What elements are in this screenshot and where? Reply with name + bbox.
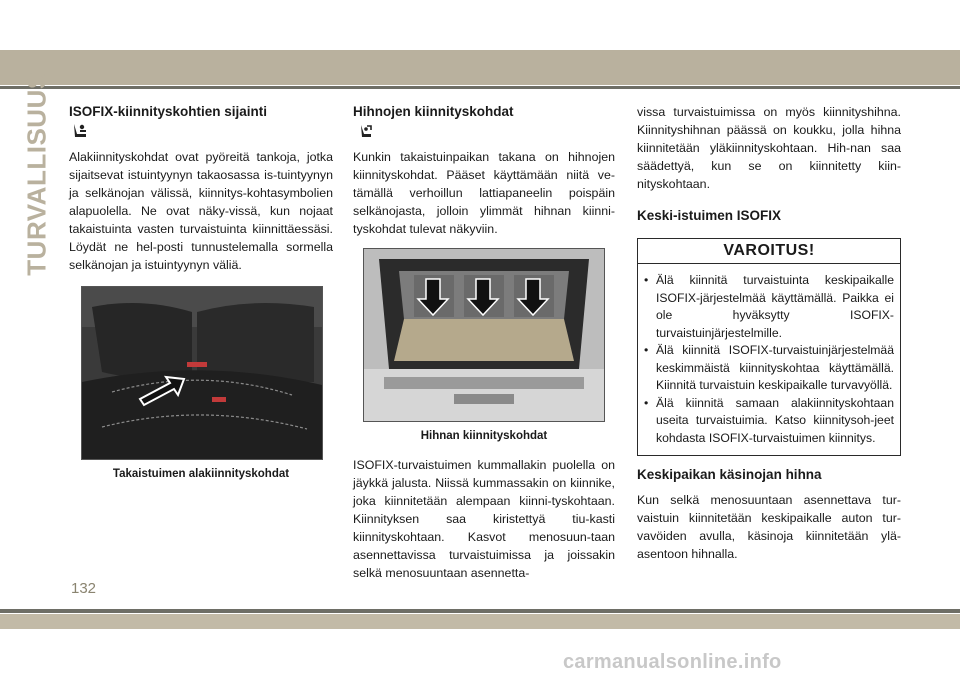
warning-box: [637, 238, 901, 456]
rear-seat-photo-caption: Takaistuimen alakiinnityskohdat: [112, 468, 290, 480]
tether-anchors-paragraph: Kunkin takaistuinpaikan takana on hihnojen kiinnityskohdat. Pääset käyttämään niitä ve-tämällä verhoillun lattiapaneelin poispäin selkänojasta, jolloin ylimmät hihnan kiinni-tyskohdat tulevat näkyviin.: [353, 150, 615, 236]
isofix-location-heading: ISOFIX-kiinnityskohtien sijainti: [69, 104, 268, 119]
tether-anchors-heading: Hihnojen kiinnityskohdat: [353, 104, 514, 119]
header-rule: [0, 86, 960, 89]
cargo-area-photo-icon: [364, 249, 604, 421]
tether-continued-paragraph: vissa turvaistuimissa on myös kiinnityshihna. Kiinnityshihnan päässä on koukku, jolla hihna kiinnitetään yläkiinnityskohtaan. Hih-nan saa säädettyä, kun se on kiinnitetty kiin-nityskohtaan.: [637, 105, 901, 191]
footer-band: [0, 614, 960, 629]
bullet-icon: •: [644, 273, 649, 287]
isofix-base-paragraph: ISOFIX-turvaistuimen kummallakin puolella on jäykkä jalusta. Niissä kummassakin on kiinnike, joka kiinnitetään alempaan kiinni-tyskohtaan. Kiinnityksen saa kiristettyä tiu-kasti kiinnityskohtaan. Kasvot menosuun-taan asennettavissa turvaistuimissa ja joissakin selkä menosuuntaan asennetta-: [353, 458, 615, 580]
bullet-icon: •: [644, 343, 649, 357]
warning-title: VAROITUS!: [638, 239, 900, 264]
warning-item-text: Älä kiinnitä samaan alakiinnityskohtaan useita turvaistuimia. Katso kiinnitysoh-jeet kohdasta ISOFIX-turvaistuimen kiinnitys.: [656, 395, 894, 445]
watermark: carmanualsonline.info: [563, 651, 782, 673]
cargo-area-photo-caption: Hihnan kiinnityskohdat: [420, 430, 548, 442]
page-number: 132: [71, 580, 97, 597]
warning-item: [644, 272, 894, 342]
column-3: [637, 103, 901, 563]
isofix-anchor-icon: [71, 122, 333, 142]
warning-item-text: Älä kiinnitä ISOFIX-turvaistuinjärjestelmää keskimmäistä kiinnityskohtaa käyttämällä. Kiinnitä turvaistuin keskipaikalle turvavyöllä.: [656, 343, 894, 392]
warning-item-text: Älä kiinnitä turvaistuinta keskipaikalle ISOFIX-järjestelmää käyttämällä. Paikka ei ole hyväksytty ISOFIX-turvaistuinjärjestelmille.: [656, 273, 894, 340]
side-section-label: [21, 70, 52, 276]
center-isofix-heading: Keski-istuimen ISOFIX: [637, 208, 782, 223]
tether-anchor-icon: [355, 122, 615, 142]
header-band: [0, 50, 960, 85]
warning-item: [644, 342, 894, 395]
side-section-label-text: TURVALLISUUS: [21, 70, 52, 276]
seat-photo-icon: [82, 287, 322, 459]
column-1: [69, 103, 333, 480]
column-2: [353, 103, 615, 582]
footer-rule: [0, 609, 960, 613]
rear-seat-photo: [81, 286, 323, 460]
warning-body: [638, 264, 900, 455]
warning-item: [644, 395, 894, 448]
bullet-icon: •: [644, 395, 649, 410]
cargo-area-photo: [363, 248, 605, 422]
armrest-strap-paragraph: Kun selkä menosuuntaan asennettava tur-vaistuin kiinnitetään keskipaikalle auton tur-vavöiden avulla, käsinoja kiinnitetään ylä-asentoon hihnalla.: [637, 493, 901, 561]
isofix-location-paragraph: Alakiinnityskohdat ovat pyöreitä tankoja, jotka sijaitsevat istuintyynyn takaosassa is-tuintyynyn ja selkänojan välissä, kiinnitys-kohtasymbolien alapuolella. Ne ovat näky-vissä, kun nojaat takaistuinta vasten turvaistuinta kiinnittäessäsi. Löydät ne hel-posti tunnustelemalla sormella selkänojan ja istuintyynyn väliä.: [69, 150, 333, 272]
armrest-strap-heading: Keskipaikan käsinojan hihna: [637, 467, 822, 482]
